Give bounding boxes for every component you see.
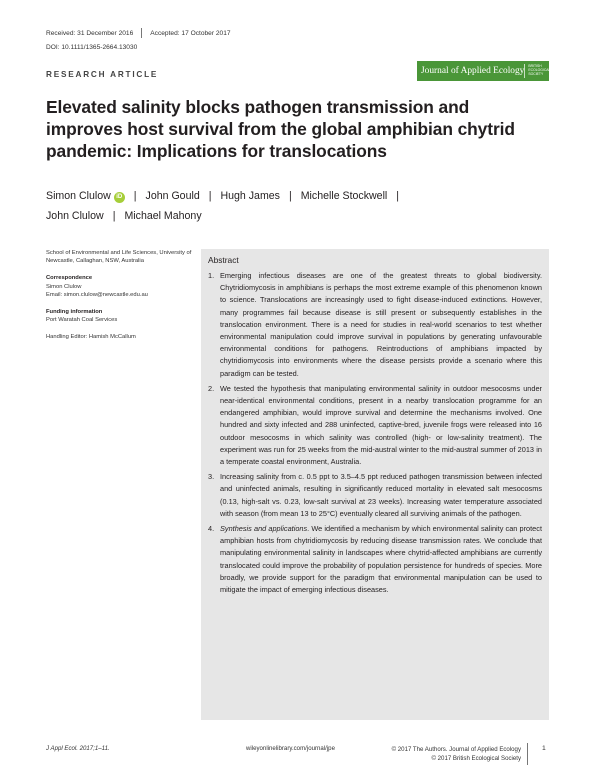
abstract-item-text — [220, 523, 542, 596]
page-number: 1 — [542, 745, 546, 752]
author-separator: | — [208, 190, 212, 202]
journal-url[interactable]: wileyonlinelibrary.com/journal/jpe — [246, 745, 335, 752]
correspondence-name: Simon Clulow — [46, 283, 82, 290]
abstract-item-number: 2. — [208, 383, 215, 393]
synthesis-lead: Synthesis and applications — [220, 524, 308, 534]
author-list — [46, 186, 546, 226]
funding-body: Port Waratah Coal Services — [46, 317, 118, 324]
paper-title: Elevated salinity blocks pathogen transmission and improves host survival from the global amphibian chytrid pandemic: Implications for translocations — [46, 97, 515, 161]
funding — [46, 308, 196, 324]
journal-reference: J Appl Ecol. 2017;1–11. — [46, 745, 110, 752]
date-separator — [141, 28, 142, 38]
copyright-line-2: © 2017 British Ecological Society — [431, 755, 521, 762]
abstract-item-text: Increasing salinity from c. 0.5 ppt to 3.5–4.5 ppt reduced pathogen transmission between infected and uninfected animals, resulting in significantly reduced mortality in elevated salt mesocosms (0.13, high-salt vs. 0.23, low-salt survival at 23 weeks). Increasing water temperature associated with season (from mean 13 to 25°C) eventually cleared all surviving animals of the pathogen. — [220, 472, 542, 518]
abstract-item — [208, 523, 542, 596]
handling-editor: Handling Editor: Hamish McCallum — [46, 334, 136, 341]
author-separator: | — [112, 210, 116, 222]
abstract-item — [208, 383, 542, 468]
abstract-item — [208, 270, 542, 380]
author-separator: | — [288, 190, 292, 202]
correspondence-heading: Correspondence — [46, 275, 93, 282]
author[interactable]: John Clulow — [46, 210, 104, 222]
author[interactable]: Michael Mahony — [124, 210, 202, 222]
author[interactable]: John Gould — [145, 190, 200, 202]
article-type: RESEARCH ARTICLE — [46, 70, 159, 79]
journal-logo[interactable] — [417, 61, 549, 81]
abstract-heading: Abstract — [208, 255, 239, 265]
copyright — [376, 745, 521, 763]
abstract-item-number: 1. — [208, 271, 215, 280]
abstract-list — [208, 270, 542, 596]
author[interactable]: Michelle Stockwell — [300, 190, 388, 202]
society-logo: BRITISH ECOLOGICAL SOCIETY — [524, 64, 550, 78]
article-info-sidebar — [46, 249, 196, 351]
author[interactable]: Hugh James — [220, 190, 280, 202]
funding-heading: Funding information — [46, 309, 103, 316]
abstract-box — [201, 249, 549, 720]
correspondence — [46, 274, 196, 299]
abstract-item-number: 4. — [208, 524, 215, 534]
copyright-line-1: © 2017 The Authors. Journal of Applied Ecology — [391, 746, 521, 753]
abstract-item — [208, 471, 542, 520]
author[interactable]: Simon Clulow iD — [46, 190, 125, 202]
article-dates — [46, 28, 231, 38]
abstract-item-text: Emerging infectious diseases are one of the greatest threats to global biodiversity. Chytridiomycosis in amphibians is perhaps the most extreme example of this phenomenon known to science. Translocations are increasingly used to fight disease-induced extinctions. However, many programmes fail because disease is still present or subsequently establishes in the translocation environment. There is a need for studies in real-world scenarios to test whether environmental manipulation could improve survival in populations by generating unfavourable environmental conditions for pathogens. Reintroductions of amphibians impacted by chytridiomycosis into environments where the disease persists provide a scenario where this paradigm can be tested. — [220, 271, 542, 378]
doi[interactable]: DOI: 10.1111/1365-2664.13030 — [46, 44, 138, 51]
synthesis-text: . We identified a mechanism by which environmental salinity can protect amphibian hosts from chytridiomycosis by reducing disease transmission rates. We conclude that manipulating environmental salinity in landscapes where chytrid-affected amphibians are currently translocated could improve the probability of population persistence for hundreds of species. More broadly, we provide support for the paradigm that environmental manipulation can be used to mitigate the impact of emerging infectious diseases. — [220, 524, 542, 595]
received-date: Received: 31 December 2016 — [46, 29, 134, 37]
affiliation: School of Environmental and Life Sciences, University of Newcastle, Callaghan, NSW, Australia — [46, 250, 192, 265]
author-separator: | — [396, 190, 400, 202]
correspondence-email[interactable]: Email: simon.clulow@newcastle.edu.au — [46, 291, 148, 298]
footer-divider — [527, 743, 528, 765]
author-separator: | — [133, 190, 137, 202]
accepted-date: Accepted: 17 October 2017 — [150, 29, 231, 37]
abstract-item-number: 3. — [208, 472, 215, 482]
orcid-icon[interactable]: iD — [114, 192, 125, 203]
journal-name: Journal of Applied Ecology — [421, 66, 525, 76]
abstract-item-text: We tested the hypothesis that manipulating environmental salinity in outdoor mesocosms under near-identical environmental conditions, present in a nearby translocation programme for an endangered amphibian, would improve survival and determine the mechanisms involved. One hundred and sixty infected and 288 uninfected, captive-bred, juvenile frogs were released into 16 outdoor mesocosms in which salinity was controlled (high- or low-salinity treatment). The experiment was run for 25 weeks from the mid-austral winter to the mid-austral summer of 2013 in a temperate coastal environment, Australia. — [220, 383, 542, 467]
